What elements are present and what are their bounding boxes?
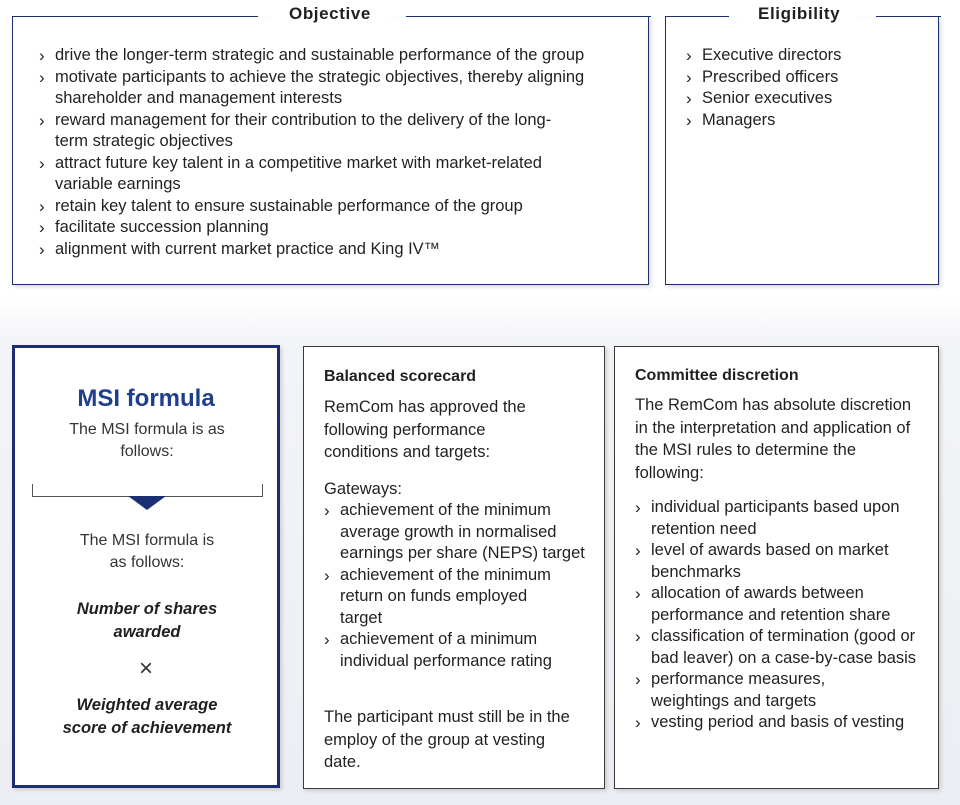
discretion-intro: The RemCom has absolute discretion in the interpretation and application of the MSI rules to determine the following: xyxy=(635,396,912,482)
list-item: › drive the longer-term strategic and sustainable performance of the group xyxy=(39,45,639,67)
scorecard-title: Balanced scorecard xyxy=(324,368,477,385)
objective-title: Objective xyxy=(273,4,387,24)
list-item: › vesting period and basis of vesting xyxy=(635,712,925,734)
objective-top-rule-left xyxy=(12,16,258,18)
balanced-scorecard-panel xyxy=(303,346,605,789)
discretion-list xyxy=(635,497,925,734)
eligibility-top-rule-left xyxy=(665,16,729,18)
list-item: › Executive directors xyxy=(686,45,926,67)
scorecard-gateways-label: Gateways: xyxy=(324,480,402,498)
eligibility-list xyxy=(686,45,926,131)
times-icon: × xyxy=(138,655,153,682)
eligibility-panel xyxy=(665,4,939,285)
objective-list xyxy=(39,45,639,260)
list-item: › achievement of the minimum return on funds employed target xyxy=(324,565,586,630)
msi-subtitle: The MSI formula is as follows: xyxy=(69,421,225,460)
list-item: › classification of termination (good or bad leaver) on a case-by-case basis xyxy=(635,626,925,669)
msi-formula-panel xyxy=(12,345,280,788)
discretion-title: Committee discretion xyxy=(635,367,799,384)
list-item: › achievement of the minimum average growth in normalised earnings per share (NEPS) target xyxy=(324,500,586,565)
list-item: › reward management for their contribution to the delivery of the long-term strategic objectives xyxy=(39,110,639,153)
list-item: › allocation of awards between performance and retention share xyxy=(635,583,925,626)
list-item: › alignment with current market practice and King IV™ xyxy=(39,239,639,261)
list-item: › individual participants based upon retention need xyxy=(635,497,925,540)
down-arrow-icon xyxy=(128,496,166,510)
objective-panel xyxy=(12,4,649,285)
list-item: › Senior executives xyxy=(686,88,926,110)
list-item: › motivate participants to achieve the strategic objectives, thereby aligning shareholder and management interests xyxy=(39,67,639,110)
list-item: › Prescribed officers xyxy=(686,67,926,89)
list-item: › retain key talent to ensure sustainable performance of the group xyxy=(39,196,639,218)
scorecard-intro: RemCom has approved the following performance conditions and targets: xyxy=(324,398,526,461)
scorecard-footer: The participant must still be in the employ of the group at vesting date. xyxy=(324,708,570,771)
list-item: › facilitate succession planning xyxy=(39,217,639,239)
scorecard-list xyxy=(324,500,586,672)
list-item: › Managers xyxy=(686,110,926,132)
msi-term-score: Weighted average score of achievement xyxy=(62,696,232,737)
list-item: › level of awards based on market benchmarks xyxy=(635,540,925,583)
list-item: › performance measures, weightings and targets xyxy=(635,669,925,712)
objective-top-rule-right xyxy=(406,16,651,18)
msi-term-shares: Number of shares awarded xyxy=(76,600,218,641)
eligibility-title: Eligibility xyxy=(742,4,856,24)
committee-discretion-panel xyxy=(614,346,939,789)
list-item: › attract future key talent in a competitive market with market-related variable earnings xyxy=(39,153,639,196)
eligibility-top-rule-right xyxy=(876,16,941,18)
msi-title: MSI formula xyxy=(77,385,215,412)
list-item: › achievement of a minimum individual performance rating xyxy=(324,629,586,672)
msi-formula-intro: The MSI formula is as follows: xyxy=(79,532,215,571)
